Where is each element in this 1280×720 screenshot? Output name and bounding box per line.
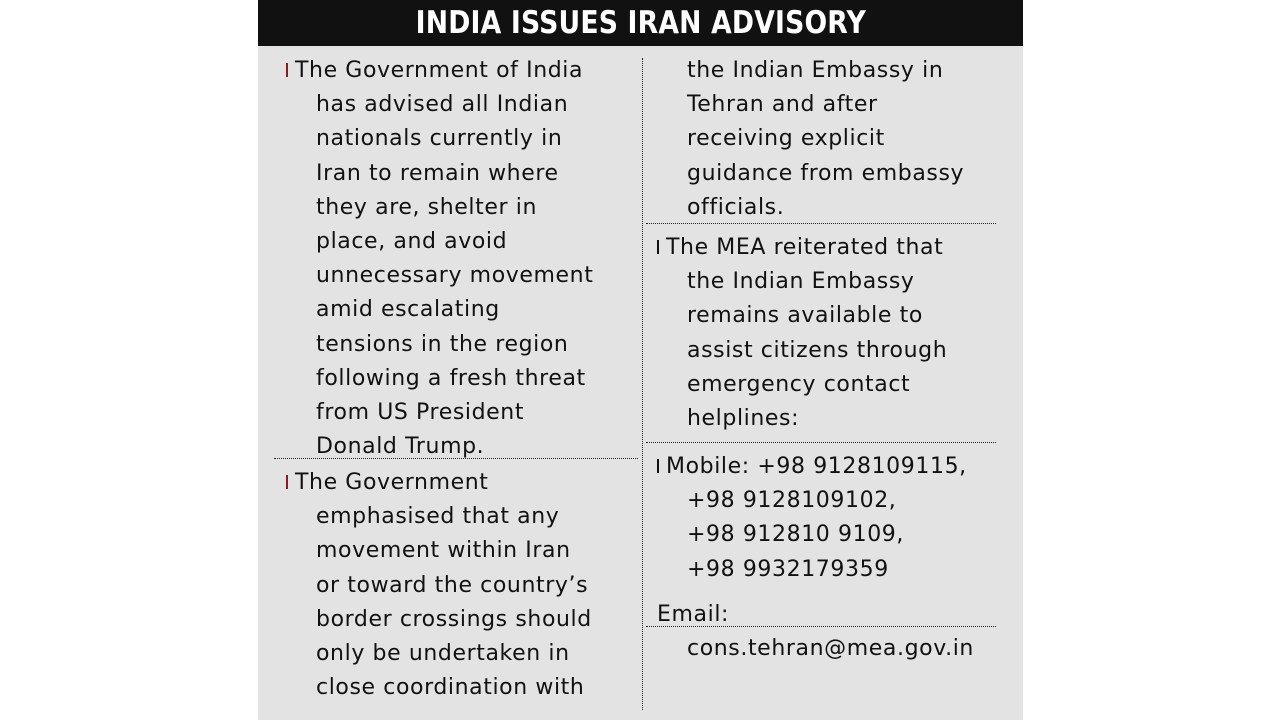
right-column-contacts	[657, 450, 1002, 587]
bullet-marker-icon	[657, 240, 659, 254]
paragraph-divider	[646, 626, 996, 627]
paragraph-1	[286, 54, 626, 464]
column-divider	[642, 58, 643, 710]
paragraph-divider	[646, 442, 996, 443]
email-label: Email:	[657, 602, 730, 627]
paragraph-3-text: The MEA reiterated that the Indian Embassy remains available to assist citizens through emergency contact helplines:	[666, 235, 948, 432]
paragraph-2	[286, 466, 626, 705]
paragraph-4-mobile	[657, 450, 1002, 587]
paragraph-divider	[274, 458, 638, 459]
left-column-lower	[286, 466, 626, 705]
bullet-marker-icon	[286, 475, 288, 489]
mobile-numbers: Mobile: +98 9128109115, +98 9128109102, +98 912810 9109, +98 9932179359	[666, 454, 967, 582]
title-bar	[258, 0, 1023, 46]
bullet-marker-icon	[286, 63, 288, 77]
advisory-title: INDIA ISSUES IRAN ADVISORY	[415, 5, 866, 41]
paragraph-1-text: The Government of India has advised all Indian nationals currently in Iran to remain where they are, shelter in place, and avoid unnecessary movement amid escalating tensions in the region following a fresh threat from US President Donald Trump.	[295, 58, 594, 460]
advisory-card	[258, 0, 1023, 720]
paragraph-divider	[646, 223, 996, 224]
left-column	[286, 54, 626, 464]
paragraph-2-text: The Government emphasised that any movement within Iran or toward the country’s border crossings should only be undertaken in close coordination with	[295, 470, 592, 701]
right-column-mea	[657, 231, 1002, 436]
paragraph-3	[657, 231, 1002, 436]
right-column	[657, 54, 1002, 225]
bullet-marker-icon	[657, 459, 659, 473]
email-value-block	[657, 632, 1002, 666]
email-address-link[interactable]: cons.tehran@mea.gov.in	[687, 636, 974, 661]
paragraph-2-continued: the Indian Embassy in Tehran and after receiving explicit guidance from embassy officials.	[687, 58, 965, 220]
